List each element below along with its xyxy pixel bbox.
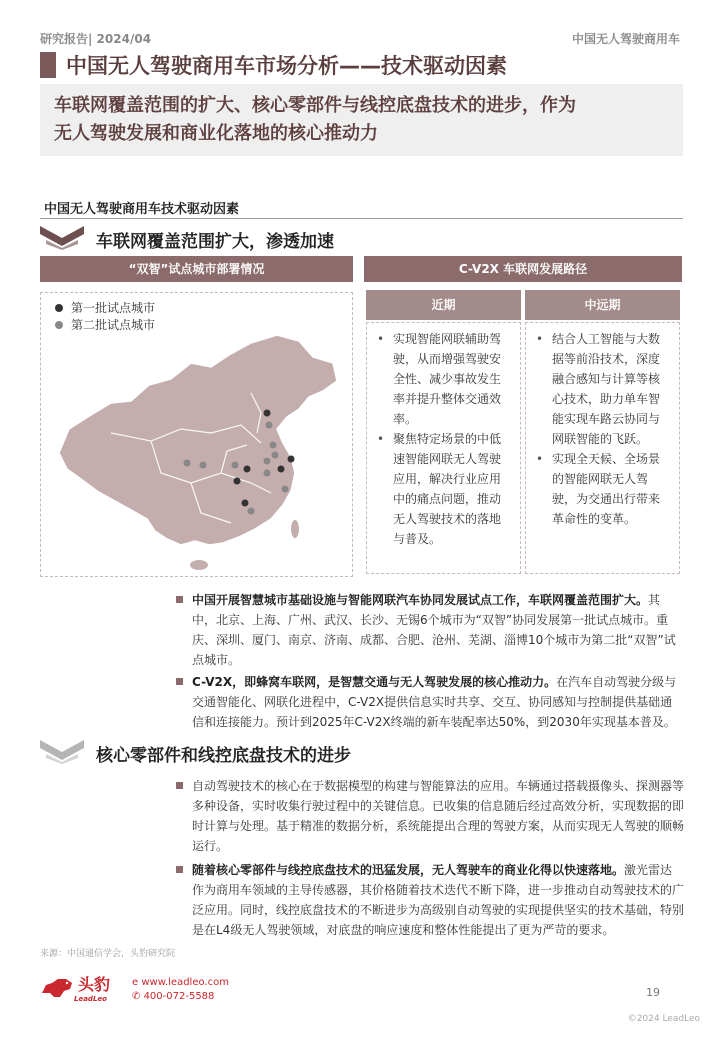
list-item: • 结合人工智能与大数据等前沿技术，深度融合感知与计算等核心技术，助力单车智能实现车路云协同与网联智能的飞跃。	[534, 329, 671, 449]
legend-item-first-batch	[55, 299, 155, 316]
bullet-square-icon	[176, 866, 183, 873]
bullet-bold-text: 中国开展智慧城市基础设施与智能网联汽车协同发展试点工作，车联网覆盖范围扩大。	[192, 593, 649, 607]
bullet-text: 激光雷达作为商用车领域的主导传感器，其价格随着技术迭代不断下降，进一步推动自动驾驶技术的广泛应用。同时，线控底盘技术的不断进步为高级别自动驾驶的实现提供坚实的技术基础，特别是在L4级无人驾驶领域，对底盘的响应速度和整体性能提出了更为严苛的要求。	[192, 863, 685, 937]
phone-number: 400-072-5588	[143, 991, 215, 1002]
cv2x-panel-title: C-V2X 车联网发展路径	[364, 256, 682, 282]
part2-heading: 核心零部件和线控底盘技术的进步	[96, 746, 351, 766]
cv2x-long-term-column	[525, 322, 680, 574]
subtitle-box	[40, 84, 683, 156]
subtitle-line-1: 车联网覆盖范围的扩大、核心零部件与线控底盘技术的进步，作为	[54, 95, 576, 116]
report-date-header: 研究报告| 2024/04	[40, 32, 152, 46]
list-item: • 实现智能网联辅助驾驶，从而增强驾驶安全性、减少事故发生率并提升整体交通效率。	[375, 329, 512, 429]
page-title: 中国无人驾驶商用车市场分析——技术驱动因素	[66, 54, 507, 78]
bullet-bold-text: C-V2X，即蜂窝车联网，是智慧交通与无人驾驶发展的核心推动力。	[192, 675, 557, 689]
source-note: 来源：中国通信学会，头豹研究院	[40, 949, 176, 959]
cv2x-long-term-header: 中远期	[525, 290, 680, 320]
bullet-bold-text: 随着核心零部件与线控底盘技术的迅猛发展，无人驾驶车的商业化得以快速落地。	[192, 863, 625, 877]
part1-heading: 车联网覆盖范围扩大，渗透加速	[96, 232, 334, 252]
logo-en: LeadLeo	[74, 995, 107, 1003]
cv2x-roadmap	[364, 288, 682, 578]
legend-dot-icon	[55, 304, 63, 312]
subtitle-line-2: 无人驾驶发展和商业化落地的核心推动力	[54, 123, 378, 144]
chevron-down-icon	[40, 740, 84, 764]
bullet-text: 在汽车自动驾驶分级与交通智能化、网联化进程中，C-V2X提供信息实时共享、交互、协同感知与控制提供基础通信和连接能力。预计到2025年C-V2X终端的新车装配率达50%，到2030年实现基本普及。	[192, 675, 677, 729]
map-panel-title: “双智”试点城市部署情况	[40, 256, 353, 282]
phone-icon: ✆	[132, 991, 144, 1002]
china-map-icon	[51, 333, 343, 573]
part2-bullet-1	[176, 776, 684, 856]
list-item: • 实现全天候、全场景的智能网联无人驾驶，为交通出行带来革命性的变革。	[534, 449, 671, 529]
leadleo-logo	[40, 972, 110, 1003]
legend-label: 第一批试点城市	[71, 301, 156, 315]
part2-bullet-2	[176, 860, 684, 940]
cv2x-near-term-header: 近期	[366, 290, 521, 320]
part1-bullet-2	[176, 672, 684, 732]
bullet-square-icon	[176, 678, 183, 685]
chevron-down-icon	[40, 226, 84, 250]
report-topic-header: 中国无人驾驶商用车	[571, 32, 680, 46]
legend-item-second-batch	[55, 316, 155, 333]
bullet-text: 其中，北京、上海、广州、武汉、长沙、无锡6个城市为“双智”协同发展第一批试点城市。重庆、深圳、厦门、南京、济南、成都、合肥、沧州、芜湖、淄博10个城市为第二批“双智”试点城市。	[192, 593, 676, 667]
website-link[interactable]: www.leadleo.com	[141, 977, 229, 988]
bullet-square-icon	[176, 782, 183, 789]
part1-bullet-1	[176, 590, 684, 670]
list-item: • 聚焦特定场景的中低速智能网联无人驾驶应用，解决行业应用中的痛点问题，推动无人驾驶技术的落地与普及。	[375, 429, 512, 549]
contact-info	[132, 976, 229, 1004]
cv2x-near-term-column	[366, 322, 521, 574]
bullet-text: 自动驾驶技术的核心在于数据模型的构建与智能算法的应用。车辆通过搭载摄像头、探测器等多种设备，实时收集行驶过程中的关键信息。已收集的信息随后经过高效分析，实现数据的即时计算与处理。基于精准的数据分析，系统能提出合理的驾驶方案，从而实现无人驾驶的顺畅运行。	[192, 779, 685, 853]
pilot-city-map	[40, 292, 353, 577]
globe-icon: e	[132, 977, 142, 988]
legend-dot-icon	[55, 321, 63, 329]
logo-cn: 头豹	[78, 975, 111, 994]
legend-label: 第二批试点城市	[71, 318, 156, 332]
title-accent-bar	[40, 52, 56, 78]
copyright: ©2024 LeadLeo	[627, 1014, 700, 1024]
section-label: 中国无人驾驶商用车技术驱动因素	[44, 202, 240, 217]
section-divider	[40, 218, 683, 219]
page-number: 19	[646, 986, 660, 999]
bullet-square-icon	[176, 596, 183, 603]
leopard-logo-icon	[40, 975, 74, 1001]
